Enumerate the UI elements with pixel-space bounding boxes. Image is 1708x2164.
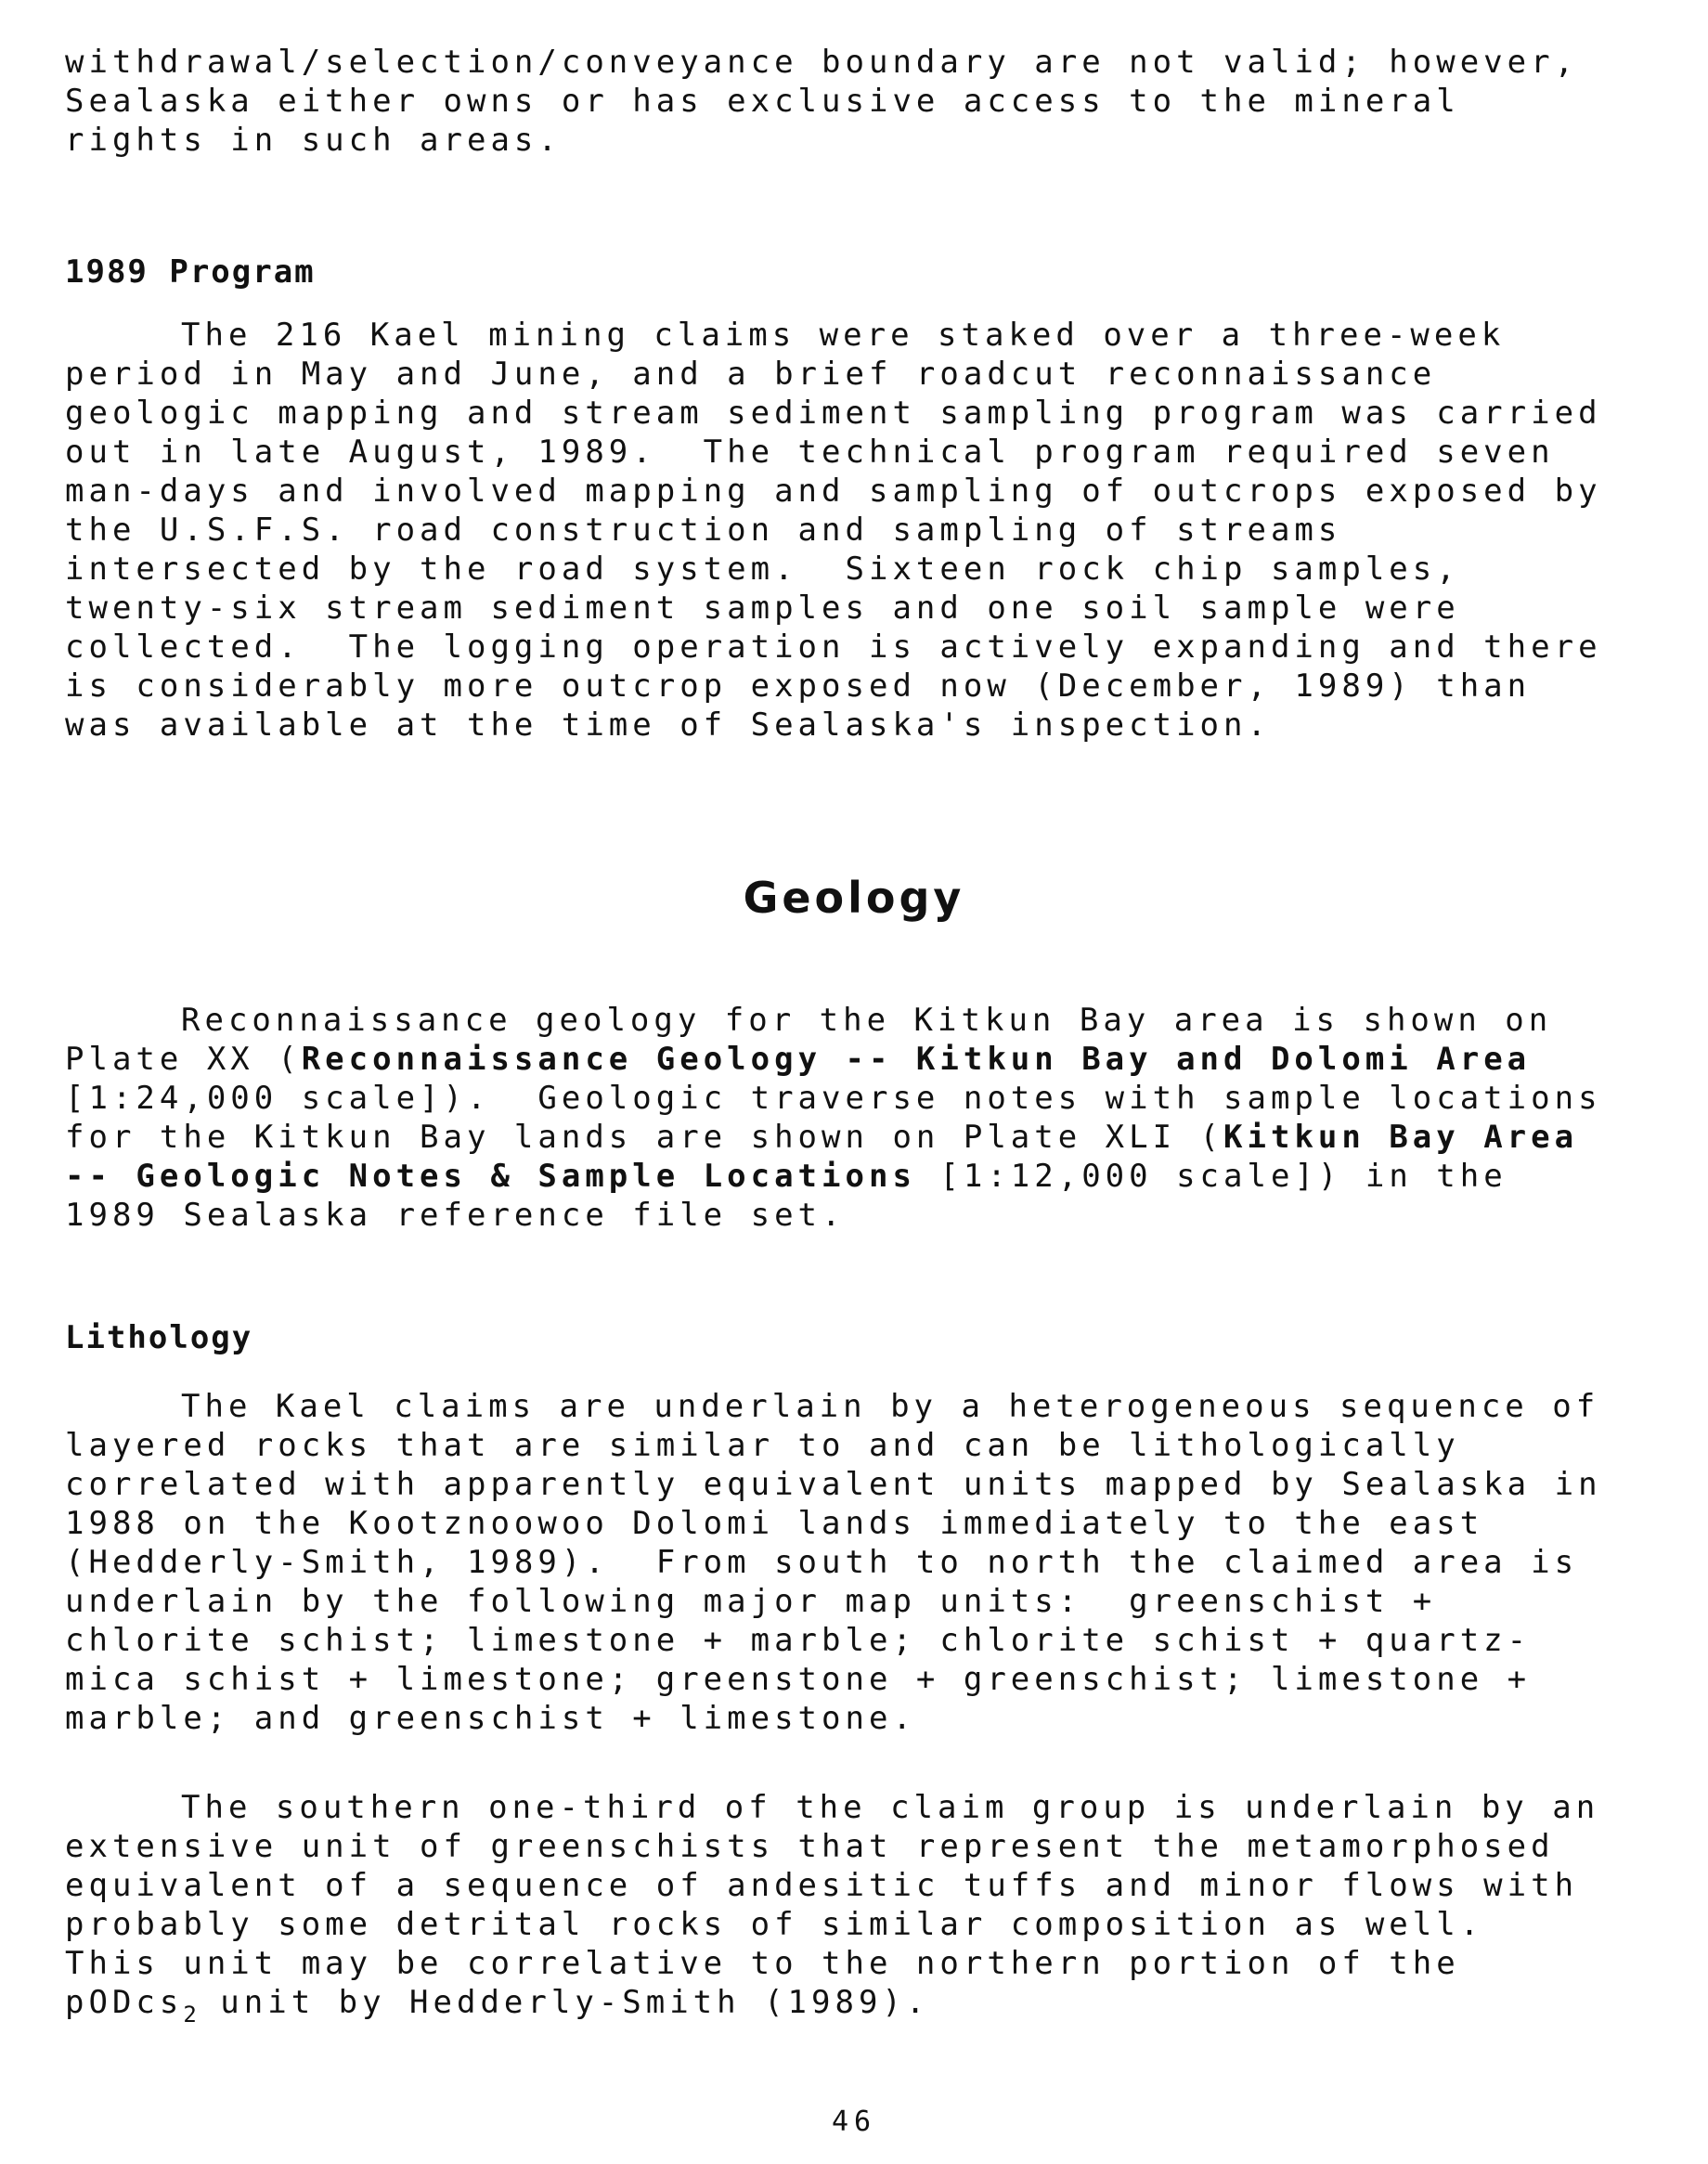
text-line: [65, 1118, 1615, 1157]
text-line: [1:24,000 scale]). Geologic traverse notes with sample locations: [65, 1080, 1602, 1117]
text-line: underlain by the following major map units: greenschist +: [65, 1583, 1437, 1620]
page-number: 46: [831, 2106, 877, 2138]
text-line: The southern one-third of the claim group is underlain by an: [181, 1789, 1600, 1826]
intro-paragraph: [65, 43, 1615, 160]
text-line: period in May and June, and a brief roadcut reconnaissance: [65, 356, 1437, 393]
text-line: was available at the time of Sealaska's inspection.: [65, 706, 1271, 744]
text-line: probably some detrital rocks of similar composition as well.: [65, 1906, 1484, 1943]
section-heading-lithology: Lithology: [65, 1319, 253, 1356]
text-line: is considerably more outcrop exposed now (December, 1989) than: [65, 667, 1532, 705]
text-line: 1989 Sealaska reference file set.: [65, 1197, 846, 1234]
plate-title-bold: Kitkun Bay Area: [1223, 1119, 1579, 1156]
text-line: layered rocks that are similar to and can be lithologically: [65, 1427, 1460, 1464]
text-run: [1:12,000 scale]) in the: [915, 1158, 1507, 1195]
program-paragraph: [65, 316, 1615, 745]
text-run: unit by Hedderly-Smith (1989).: [196, 1984, 930, 2021]
text-line: Reconnaissance geology for the Kitkun Bay area is shown on: [181, 1002, 1553, 1039]
text-line: intersected by the road system. Sixteen rock chip samples,: [65, 551, 1460, 588]
text-line: rights in such areas.: [65, 122, 562, 159]
text-line: geologic mapping and stream sediment sampling program was carried: [65, 395, 1602, 432]
section-heading-program: 1989 Program: [65, 253, 316, 291]
text-line: collected. The logging operation is actively expanding and there: [65, 628, 1602, 666]
text-line: twenty-six stream sediment samples and one soil sample were: [65, 590, 1460, 627]
geology-paragraph: [65, 1001, 1615, 1235]
text-run: Plate XX (: [65, 1041, 302, 1078]
text-line: man-days and involved mapping and sampling of outcrops exposed by: [65, 473, 1602, 510]
text-line: out in late August, 1989. The technical program required seven: [65, 434, 1555, 471]
section-title-geology: Geology: [743, 873, 965, 923]
plate-title-bold: -- Geologic Notes & Sample Locations: [65, 1158, 916, 1195]
text-line: Sealaska either owns or has exclusive access to the mineral: [65, 83, 1460, 120]
text-line: 1988 on the Kootznoowoo Dolomi lands immediately to the east: [65, 1505, 1484, 1542]
text-line: extensive unit of greenschists that represent the metamorphosed: [65, 1828, 1555, 1865]
text-line: the U.S.F.S. road construction and sampling of streams: [65, 512, 1342, 549]
text-line: equivalent of a sequence of andesitic tuffs and minor flows with: [65, 1867, 1579, 1904]
lithology-paragraph-2: [65, 1788, 1615, 2028]
map-unit-code: pODcs: [65, 1984, 184, 2021]
text-line: withdrawal/selection/conveyance boundary are not valid; however,: [65, 44, 1579, 81]
text-line: [65, 1040, 1615, 1079]
text-line: The 216 Kael mining claims were staked over a three-week: [181, 317, 1506, 354]
text-line: mica schist + limestone; greenstone + greenschist; limestone +: [65, 1661, 1532, 1698]
text-line: The Kael claims are underlain by a heterogeneous sequence of: [181, 1388, 1600, 1425]
lithology-paragraph-1: [65, 1387, 1615, 1738]
text-line: [65, 1157, 1615, 1196]
text-line: [65, 1983, 1615, 2028]
subscript: 2: [183, 2002, 197, 2028]
plate-title-bold: Reconnaissance Geology -- Kitkun Bay and Dolomi Area: [301, 1041, 1532, 1078]
text-line: marble; and greenschist + limestone.: [65, 1700, 916, 1737]
text-line: chlorite schist; limestone + marble; chlorite schist + quartz-: [65, 1622, 1532, 1659]
text-line: This unit may be correlative to the northern portion of the: [65, 1945, 1460, 1982]
text-line: correlated with apparently equivalent units mapped by Sealaska in: [65, 1466, 1602, 1503]
text-line: (Hedderly-Smith, 1989). From south to north the claimed area is: [65, 1544, 1579, 1581]
text-run: for the Kitkun Bay lands are shown on Plate XLI (: [65, 1119, 1224, 1156]
